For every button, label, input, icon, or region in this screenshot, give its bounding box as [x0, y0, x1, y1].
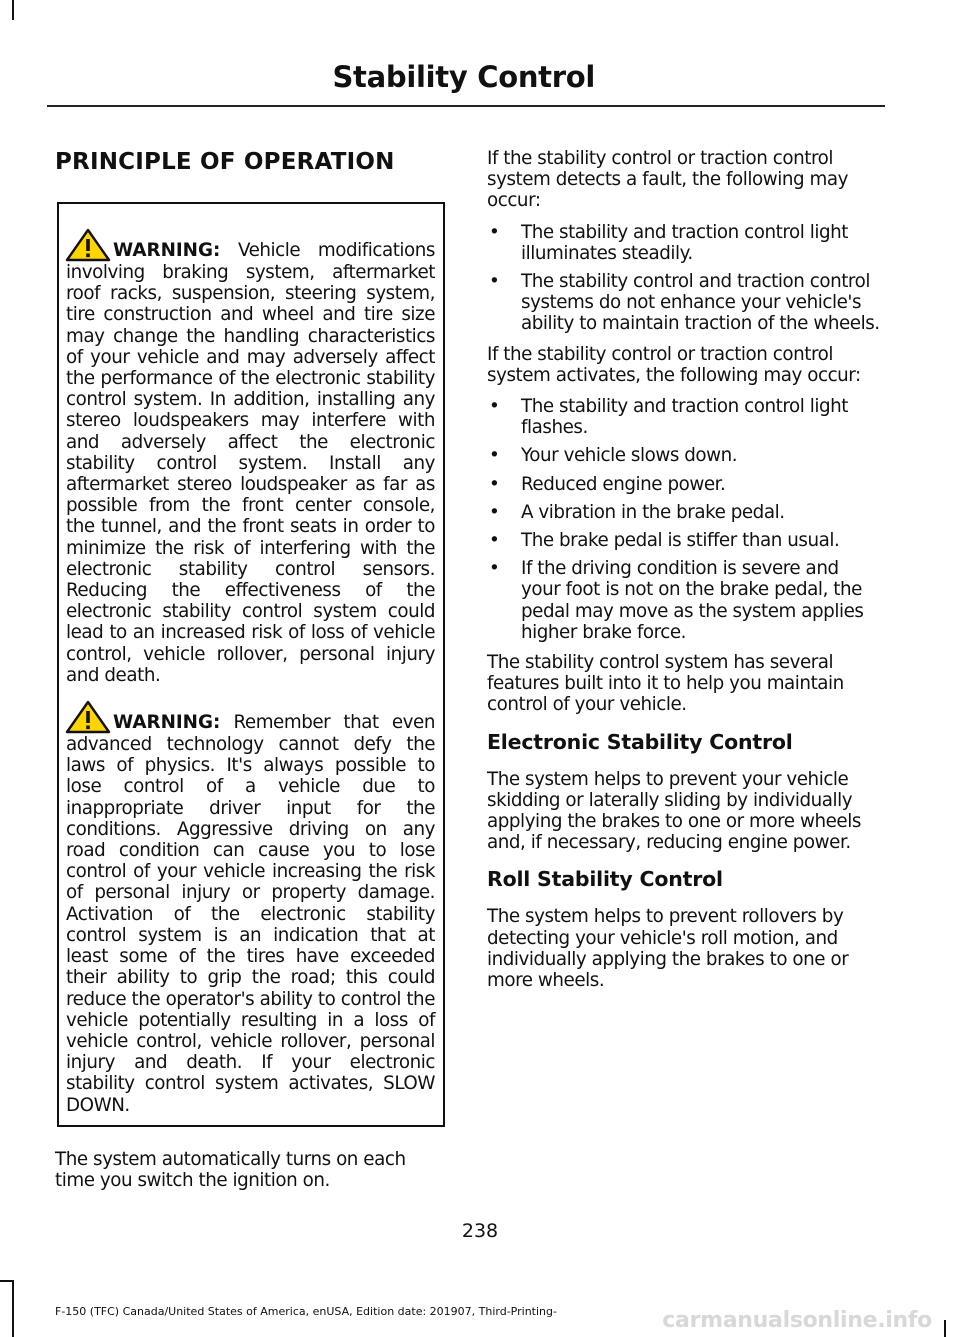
edition-footer: F-150 (TFC) Canada/United States of America, enUSA, Edition date: 201907, Third-Printing-: [55, 1305, 557, 1318]
list-item: • If the driving condition is severe and your foot is not on the brake pedal, the pedal may move as the system applies higher brake force.: [489, 558, 864, 643]
page-number: 238: [461, 1220, 499, 1242]
list-item: • A vibration in the brake pedal.: [489, 501, 785, 523]
list-item: • Your vehicle slows down.: [489, 445, 738, 467]
list-item: • The stability and traction control light flashes.: [489, 396, 849, 439]
bullet-icon: •: [489, 445, 500, 467]
bullet-icon: •: [489, 473, 500, 495]
rsc-paragraph: The system helps to prevent rollovers by detecting your vehicle's roll motion, and individually applying the brakes to one or more wheels.: [487, 906, 849, 992]
watermark: carmanualsonline.info: [662, 1308, 932, 1333]
ignition-paragraph: The system automatically turns on each time you switch the ignition on.: [55, 1148, 406, 1191]
warning-label: WARNING:: [113, 240, 221, 261]
activate-list: [487, 396, 882, 643]
crop-mark-bottom-left-v: [12, 1280, 14, 1337]
warning-1: [66, 228, 435, 686]
warning-triangle-icon: [65, 700, 111, 734]
left-column: [55, 148, 445, 1201]
bullet-icon: •: [489, 221, 500, 243]
warning-triangle-icon: [65, 228, 111, 262]
rsc-heading: Roll Stability Control: [487, 867, 723, 892]
right-column: [487, 148, 882, 1001]
list-item: • The stability and traction control light illuminates steadily.: [489, 221, 849, 264]
bullet-icon: •: [489, 271, 500, 293]
warning-2: [66, 700, 435, 1116]
bullet-icon: •: [489, 396, 500, 418]
bullet-icon: •: [489, 530, 500, 552]
list-item: • Reduced engine power.: [489, 473, 726, 495]
activate-intro: If the stability control or traction control system activates, the following may occur:: [487, 343, 861, 386]
warning-box: [57, 202, 445, 1127]
esc-paragraph: The system helps to prevent your vehicle skidding or laterally sliding by individually applying the brakes to one or more wheels and, if necessary, reducing engine power.: [487, 768, 861, 854]
bullet-icon: •: [489, 501, 500, 523]
esc-heading: Electronic Stability Control: [487, 729, 793, 754]
crop-mark-bottom-right: [944, 1320, 946, 1337]
fault-list: [487, 222, 882, 335]
list-item: • The stability control and traction control systems do not enhance your vehicle's ability to maintain traction of the wheels.: [489, 271, 880, 335]
list-item: • The brake pedal is stiffer than usual.: [489, 530, 840, 552]
section-heading: PRINCIPLE OF OPERATION: [55, 149, 395, 175]
warning-label: WARNING:: [113, 712, 221, 734]
header-divider: [47, 105, 885, 107]
crop-mark-bottom-left-h: [0, 1280, 14, 1282]
fault-intro: If the stability control or traction control system detects a fault, the following may occur:: [487, 148, 849, 212]
features-intro: The stability control system has several features built into it to help you maintain control of your vehicle.: [487, 652, 844, 716]
bullet-icon: •: [489, 558, 500, 580]
warning-text: Vehicle modifications involving braking system, aftermarket roof racks, suspension, steering system, tire construction and wheel and tire size may change the handling characteristics of your vehicle and may adversely affect the performance of the electronic stability control system. In addition, installing any stereo loudspeakers may interfere with and adversely affect the electronic stability control system. Install any aftermarket stereo loudspeaker as far as possible from the front center console, the tunnel, and the front seats in order to minimize the risk of interfering with the electronic stability control sensors. Reducing the effectiveness of the electronic stability control system could lead to an increased risk of loss of vehicle control, vehicle rollover, personal injury and death.: [66, 240, 435, 686]
crop-mark-top-left: [12, 0, 14, 20]
warning-text: Remember that even advanced technology cannot defy the laws of physics. It's always possible to lose control of a vehicle due to inappropriate driver input for the conditions. Aggressive driving on any road condition can cause you to lose control of your vehicle increasing the risk of personal injury or property damage. Activation of the electronic stability control system is an indication that at least some of the tires have exceeded their ability to grip the road; this could reduce the operator's ability to control the vehicle potentially resulting in a loss of vehicle control, vehicle rollover, personal injury and death. If your electronic stability control system activates, SLOW DOWN.: [66, 712, 435, 1116]
page-title: Stability Control: [332, 60, 595, 94]
